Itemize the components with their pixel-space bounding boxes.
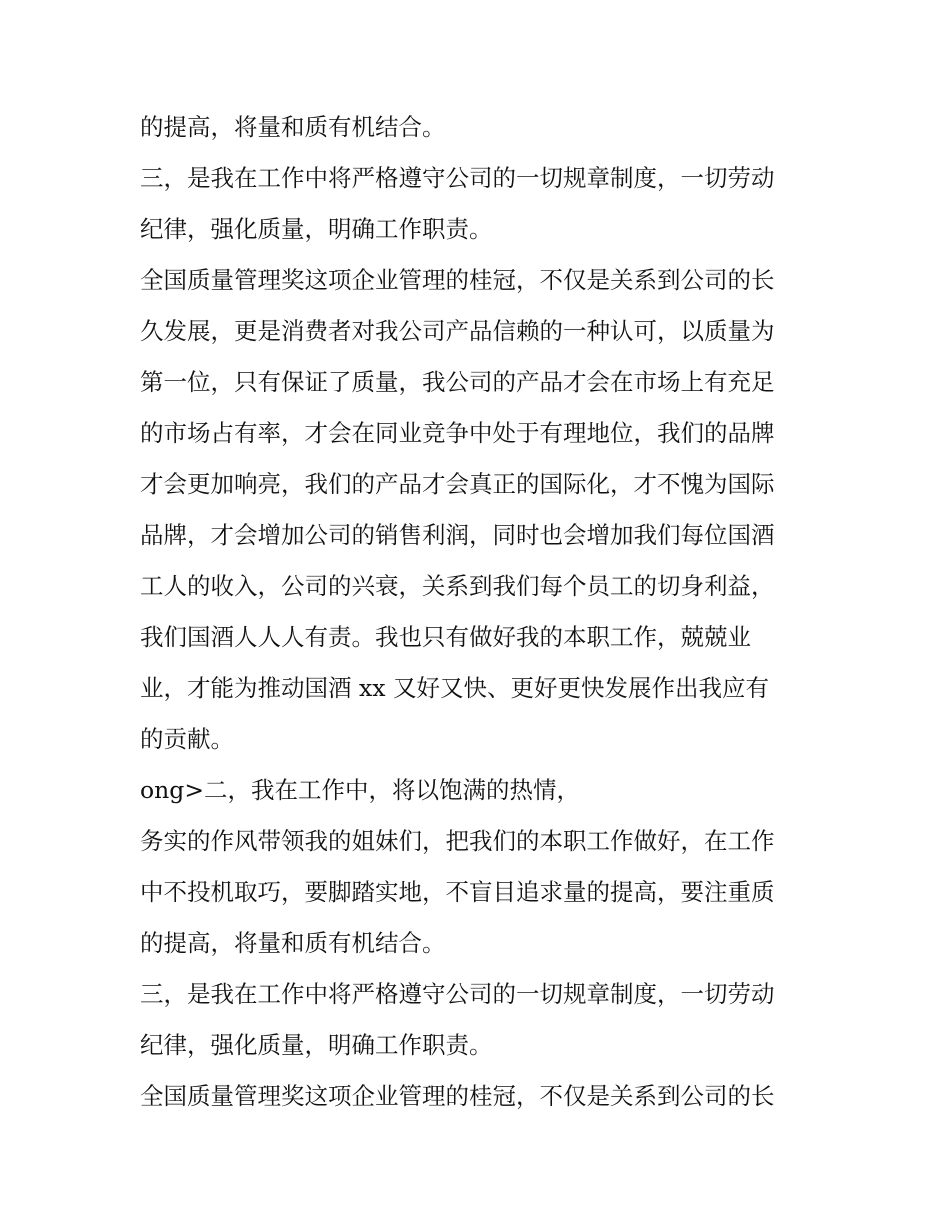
paragraph-2: [140, 153, 820, 255]
text-line: 三，是我在工作中将严格遵守公司的一切规章制度，一切劳动: [140, 164, 775, 192]
text-line: 三，是我在工作中将严格遵守公司的一切规章制度，一切劳动: [140, 980, 775, 1008]
paragraph-6: [140, 969, 820, 1071]
text-line: 的市场占有率，才会在同业竞争中处于有理地位，我们的品牌: [140, 419, 775, 447]
text-line: 纪律，强化质量，明确工作职责。: [140, 215, 493, 243]
document-body: [140, 102, 820, 1122]
paragraph-7: [140, 1071, 820, 1122]
text-line: ong>二，我在工作中，将以饱满的热情，: [140, 776, 581, 804]
paragraph-3: [140, 255, 820, 765]
paragraph-5: [140, 816, 820, 969]
text-line: 的贡献。: [140, 725, 234, 753]
text-line: 品牌，才会增加公司的销售利润，同时也会增加我们每位国酒: [140, 521, 775, 549]
text-line: 才会更加响亮，我们的产品才会真正的国际化，才不愧为国际: [140, 470, 775, 498]
text-line: 全国质量管理奖这项企业管理的桂冠，不仅是关系到公司的长: [140, 1082, 775, 1110]
text-line: 我们国酒人人人有责。我也只有做好我的本职工作，兢兢业: [140, 623, 751, 651]
text-line: 中不投机取巧，要脚踏实地，不盲目追求量的提高，要注重质: [140, 878, 775, 906]
text-line: 的提高，将量和质有机结合。: [140, 929, 446, 957]
text-line: 纪律，强化质量，明确工作职责。: [140, 1031, 493, 1059]
text-line: 业，才能为推动国酒 xx 又好又快、更好更快发展作出我应有: [140, 674, 769, 702]
paragraph-1: [140, 102, 820, 153]
text-line: 久发展，更是消费者对我公司产品信赖的一种认可，以质量为: [140, 317, 775, 345]
text-line: 工人的收入，公司的兴衰，关系到我们每个员工的切身利益，: [140, 572, 775, 600]
text-line: 的提高，将量和质有机结合。: [140, 113, 446, 141]
text-line: 第一位，只有保证了质量，我公司的产品才会在市场上有充足: [140, 368, 775, 396]
text-line: 全国质量管理奖这项企业管理的桂冠，不仅是关系到公司的长: [140, 266, 775, 294]
paragraph-4: [140, 765, 820, 816]
text-line: 务实的作风带领我的姐妹们，把我们的本职工作做好，在工作: [140, 827, 775, 855]
